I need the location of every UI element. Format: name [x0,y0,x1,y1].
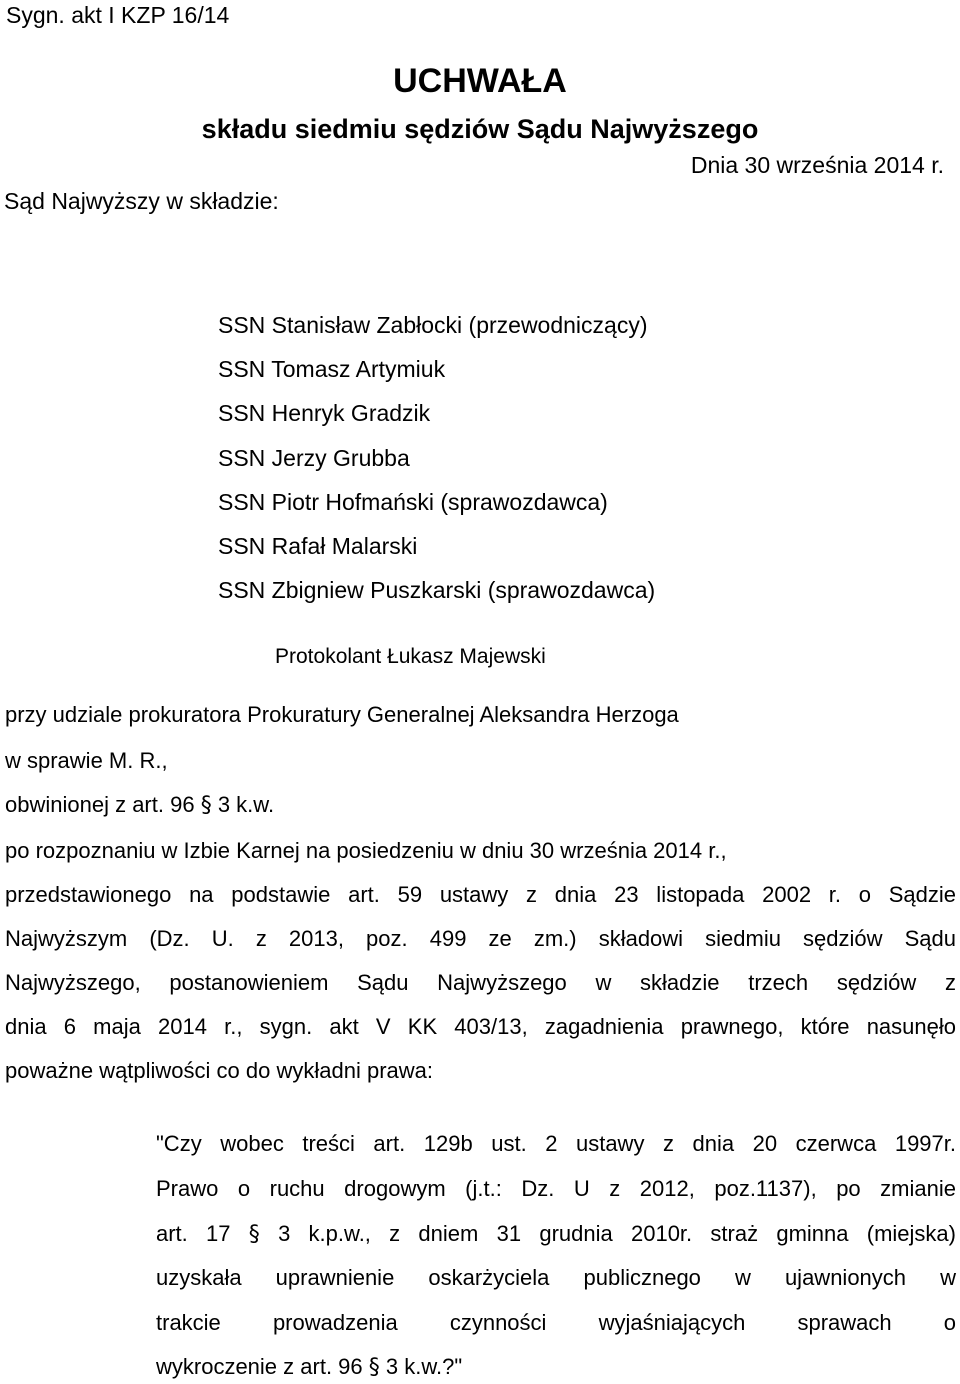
judge-item: SSN Stanisław Zabłocki (przewodniczący) [218,312,648,338]
quote-line [156,1221,956,1247]
document-title-text: UCHWAŁA [393,62,567,100]
court-composition-label: Sąd Najwyższy w składzie: [4,188,279,214]
intro-prosecutor: przy udziale prokuratora Prokuratury Generalnej Aleksandra Herzoga [5,702,679,727]
quote-line [156,1354,956,1380]
document-subtitle [0,114,960,145]
quote-text: wykroczenie z art. 96 [156,1354,363,1379]
body-line: Najwyższym (Dz. U. z 2013, poz. 499 ze zm.) składowi siedmiu sędziów Sądu [5,926,956,951]
quote-line: "Czy wobec treści art. 129b ust. 2 ustawy z dnia 20 czerwca 1997r. [156,1131,956,1156]
quote-line: uzyskała uprawnienie oskarżyciela publicznego w ujawnionych w [156,1265,956,1290]
quote-text: art. 17 [156,1221,231,1246]
body-line: dnia 6 maja 2014 r., sygn. akt V KK 403/13, zagadnienia prawnego, które nasunęło [5,1014,956,1039]
section-sign: § [200,793,212,818]
judge-item: SSN Jerzy Grubba [218,444,410,471]
body-line: przedstawionego na podstawie art. 59 ustawy z dnia 23 listopada 2002 r. o Sądzie [5,882,956,907]
charge-text: obwinionej z art. 96 [5,792,195,817]
protokolant: Protokolant Łukasz Majewski [275,645,546,668]
document-title [0,62,960,101]
intro-case: w sprawie M. R., [5,748,168,773]
document-subtitle-text: składu siedmiu sędziów Sądu Najwyższego [201,114,759,144]
quote-line: trakcie prowadzenia czynności wyjaśniających sprawach o [156,1310,956,1335]
intro-charge [5,792,274,818]
body-line: Najwyższego, postanowieniem Sądu Najwyższego w składzie trzech sędziów z [5,970,956,995]
section-sign: § [368,1355,380,1380]
body-line: poważne wątpliwości co do wykładni prawa: [5,1058,433,1083]
intro-hearing: po rozpoznaniu w Izbie Karnej na posiedzeniu w dniu 30 września 2014 r., [5,838,727,863]
judge-item: SSN Rafał Malarski [218,533,418,560]
quote-text: 3 k.w.?" [385,1354,463,1379]
document-date: Dnia 30 września 2014 r. [690,152,944,178]
judge-item: SSN Henryk Gradzik [218,400,431,427]
judge-item: SSN Tomasz Artymiuk [218,356,446,383]
quote-text: 3 k.p.w., z dniem 31 grudnia 2010r. straż gminna (miejska) [278,1221,956,1246]
judges-list [218,303,655,612]
judge-item: SSN Zbigniew Puszkarski (sprawozdawca) [218,577,656,604]
judge-item: SSN Piotr Hofmański (sprawozdawca) [218,488,608,515]
section-sign: § [248,1222,260,1247]
quote-line: Prawo o ruchu drogowym (j.t.: Dz. U z 2012, poz.1137), po zmianie [156,1176,956,1201]
charge-text-post: 3 k.w. [217,792,275,817]
case-signature: Sygn. akt I KZP 16/14 [6,2,230,28]
